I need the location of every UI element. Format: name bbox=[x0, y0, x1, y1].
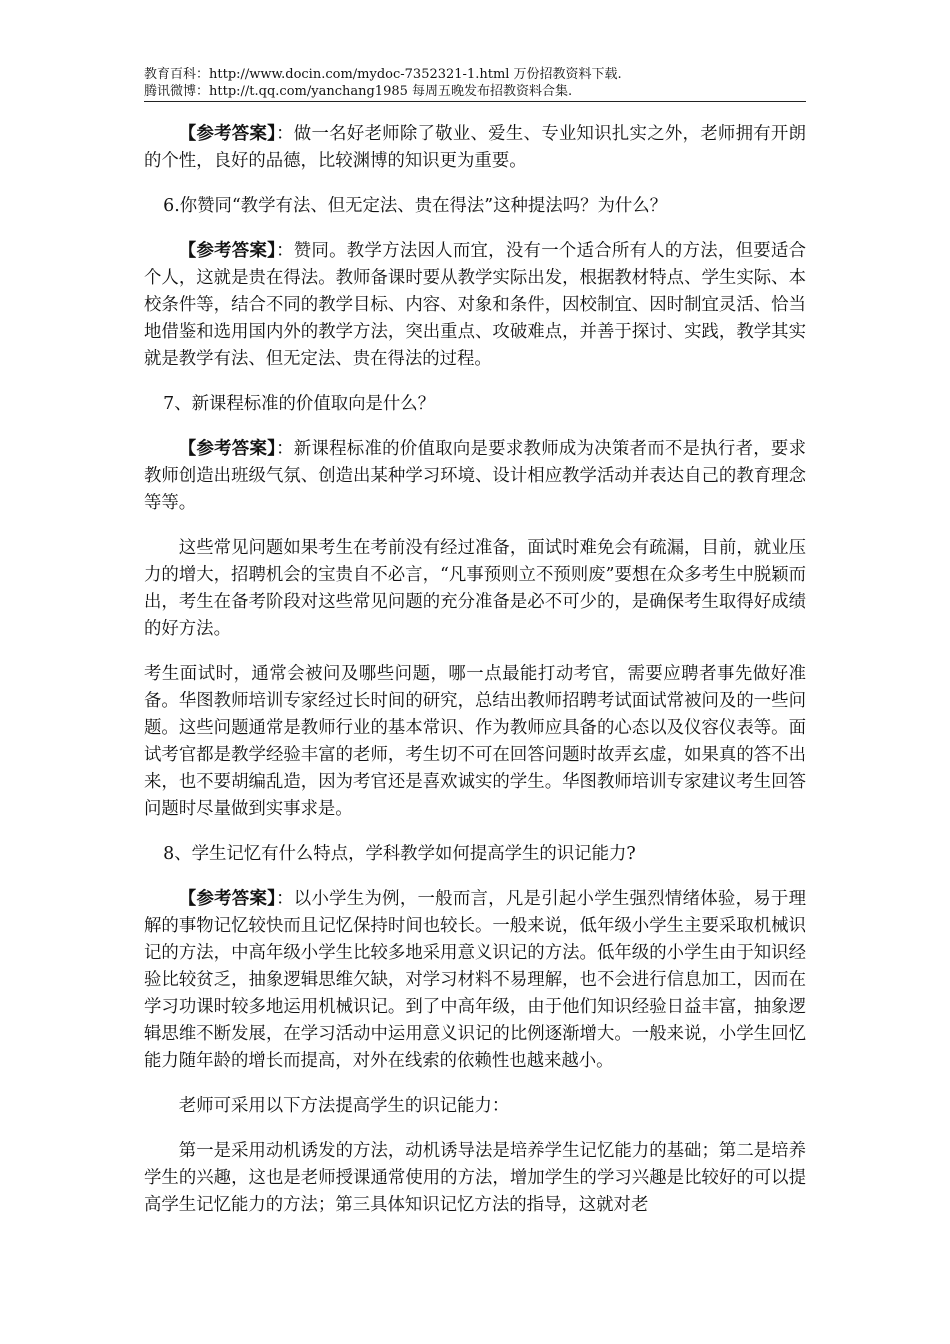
paragraph-interview-tips: 考生面试时，通常会被问及哪些问题，哪一点最能打动考官，需要应聘者事先做好准备。华图教师培训专家经过长时间的研究，总结出教师招聘考试面试常被问及的一些问题。这些问题通常是教师行业的基本常识、作为教师应具备的心态以及仪容仪表等。面试考官都是教学经验丰富的老师，考生切不可在回答问题时故弄玄虚，如果真的答不出来，也不要胡编乱造，因为考官还是喜欢诚实的学生。华图教师培训专家建议考生回答问题时尽量做到实事求是。 bbox=[144, 664, 806, 819]
answer-5 bbox=[144, 121, 806, 175]
header-line-weibo: 腾讯微博：http://t.qq.com/yanchang1985 每周五晚发布招教资料合集. bbox=[144, 84, 573, 99]
question-7: 7、新课程标准的价值取向是什么？ bbox=[163, 394, 436, 414]
paragraph-preparation: 这些常见问题如果考生在考前没有经过准备，面试时难免会有疏漏，目前，就业压力的增大，招聘机会的宝贵自不必言，“凡事预则立不预则废”要想在众多考生中脱颖而出，考生在备考阶段对这些常见问题的充分准备是必不可少的，是确保考生取得好成绩的好方法。 bbox=[144, 538, 806, 639]
paragraph-methods: 第一是采用动机诱发的方法，动机诱导法是培养学生记忆能力的基础；第二是培养学生的兴趣，这也是老师授课通常使用的方法，增加学生的学习兴趣是比较好的可以提高学生记忆能力的方法；第三具体知识记忆方法的指导，这就对老 bbox=[144, 1141, 806, 1215]
question-6: 6.你赞同“教学有法、但无定法、贵在得法”这种提法吗？为什么？ bbox=[163, 196, 668, 216]
answer-8 bbox=[144, 886, 806, 1075]
answer-5-text: ：做一名好老师除了敬业、爱生、专业知识扎实之外，老师拥有开朗的个性，良好的品德，比较渊博的知识更为重要。 bbox=[144, 124, 806, 171]
answer-label: 【参考答案】 bbox=[178, 124, 277, 144]
paragraph-methods-intro: 老师可采用以下方法提高学生的识记能力： bbox=[178, 1096, 510, 1116]
document-body bbox=[144, 121, 806, 1237]
answer-6 bbox=[144, 238, 806, 373]
answer-label: 【参考答案】 bbox=[178, 241, 277, 261]
page-header bbox=[144, 66, 806, 100]
question-8: 8、学生记忆有什么特点，学科教学如何提高学生的识记能力? bbox=[163, 844, 636, 864]
answer-label: 【参考答案】 bbox=[178, 439, 277, 459]
header-divider bbox=[144, 101, 806, 102]
header-line-docin: 教育百科：http://www.docin.com/mydoc-7352321-1.html 万份招教资料下载. bbox=[144, 67, 622, 82]
answer-6-text: ：赞同。教学方法因人而宜，没有一个适合所有人的方法，但要适合个人，这就是贵在得法。教师备课时要从教学实际出发，根据教材特点、学生实际、本校条件等，结合不同的教学目标、内容、对象和条件，因校制宜、因时制宜灵活、恰当地借鉴和选用国内外的教学方法，突出重点、攻破难点，并善于探讨、实践，教学其实就是教学有法、但无定法、贵在得法的过程。 bbox=[144, 241, 806, 369]
answer-label: 【参考答案】 bbox=[178, 889, 277, 909]
answer-7 bbox=[144, 436, 806, 517]
answer-8-text: ：以小学生为例，一般而言，凡是引起小学生强烈情绪体验，易于理解的事物记忆较快而且记忆保持时间也较长。一般来说，低年级小学生主要采取机械识记的方法，中高年级小学生比较多地采用意义识记的方法。低年级的小学生由于知识经验比较贫乏，抽象逻辑思维欠缺，对学习材料不易理解，也不会进行信息加工，因而在学习功课时较多地运用机械识记。到了中高年级，由于他们知识经验日益丰富，抽象逻辑思维不断发展，在学习活动中运用意义识记的比例逐渐增大。一般来说，小学生回忆能力随年龄的增长而提高，对外在线索的依赖性也越来越小。 bbox=[144, 889, 806, 1071]
answer-7-text: ：新课程标准的价值取向是要求教师成为决策者而不是执行者，要求教师创造出班级气氛、创造出某种学习环境、设计相应教学活动并表达自己的教育理念等等。 bbox=[144, 439, 806, 513]
